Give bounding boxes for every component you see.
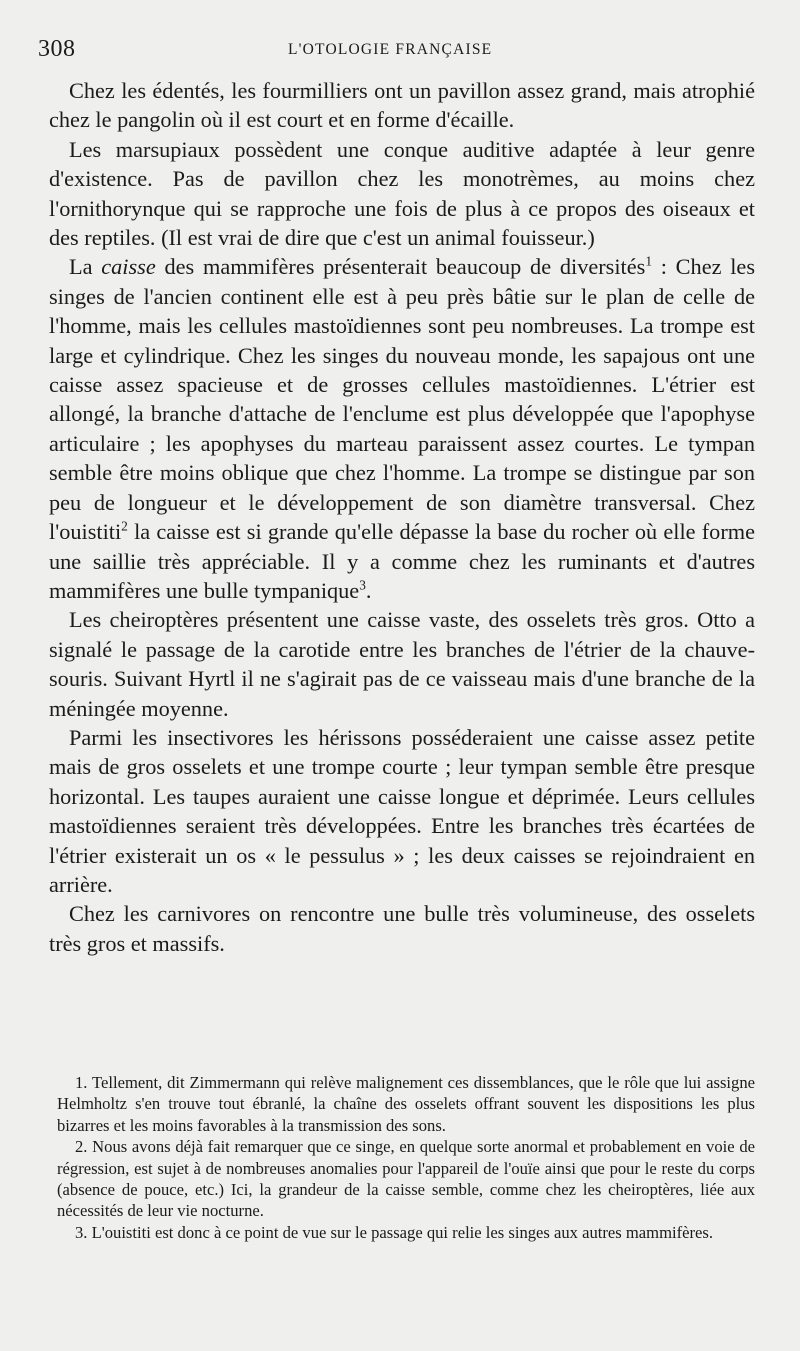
footnote-ref-2: 2 [121,518,128,534]
main-text [49,76,755,958]
footnotes [57,1072,755,1243]
paragraph-text: la caisse est si grande qu'elle dépasse la base du rocher où elle forme une saillie très appréciable. Il y a comme chez les ruminants et d'autres mammifères une bulle tympanique [49,519,755,603]
paragraph-cheiropteres: Les cheiroptères présentent une caisse vaste, des osselets très gros. Otto a signalé le passage de la carotide entre les branches de l'étrier de la chauve-souris. Suivant Hyrtl il ne s'agirait pas de ce vaisseau mais d'une branche de la méningée moyenne. [49,607,755,721]
paragraph-caisse [49,252,755,605]
footnote-2: 2. Nous avons déjà fait remarquer que ce singe, en quelque sorte anormal et probablement en voie de régression, est sujet à de nombreuses anomalies pour l'appareil de l'ouïe ainsi que pour le reste du corps (absence de pouce, etc.) Ici, la grandeur de la caisse semble, comme chez les cheiroptères, liée aux nécessités de leur vie nocturne. [57,1137,755,1221]
paragraph-marsupiaux: Les marsupiaux possèdent une conque auditive adaptée à leur genre d'existence. Pas de pavillon chez les monotrèmes, au moins chez l'ornithorynque qui se rapproche une fois de plus à ce propos des oiseaux et des reptiles. (Il est vrai de dire que c'est un animal fouisseur.) [49,136,755,251]
footnote-ref-1: 1 [645,254,652,270]
paragraph-lead: La [69,254,102,280]
paragraph-text: . [365,577,372,603]
paragraph-text: des mammifères présenterait beaucoup de diversités [155,254,646,280]
paragraph-text: : Chez les singes de l'ancien continent elle est à peu près bâtie sur le plan de celle de l'homme, mais les cellules mastoïdiennes sont peu nombreuses. La trompe est large et cylindrique. Chez les singes du nouveau monde, les sapajous ont une caisse assez spacieuse et de grosses cellules mastoïdiennes. L'étrier est allongé, la branche d'attache de l'enclume est plus développée que l'apophyse articulaire ; les apophyses du marteau paraissent assez courtes. Le tympan semble être moins oblique que chez l'homme. La trompe se distingue par son peu de longueur et le développement de son diamètre transversal. Chez l'ouistiti [49,254,756,545]
footnote-1: 1. Tellement, dit Zimmermann qui relève malignement ces dissemblances, que le rôle que lui assigne Helmholtz s'en trouve tout ébranlé, la chaîne des osselets offrant souvent les dispositions les plus bizarres et les moins favorables à la transmission des sons. [57,1073,755,1135]
footnote-ref-3: 3 [359,577,366,593]
paragraph-carnivores: Chez les carnivores on rencontre une bulle très volumineuse, des osselets très gros et massifs. [49,901,755,956]
paragraph-insectivores: Parmi les insectivores les hérissons posséderaient une caisse assez petite mais de gros osselets et une trompe courte ; leur tympan semble être presque horizontal. Les taupes auraient une caisse longue et déprimée. Leurs cellules mastoïdiennes seraient très développées. Entre les branches très écartées de l'étrier existerait un os « le pessulus » ; les deux caisses se rejoindraient en arrière. [49,724,755,897]
italic-term-caisse: caisse [101,254,156,280]
page-number: 308 [38,36,76,62]
running-title: L'OTOLOGIE FRANÇAISE [288,41,493,58]
paragraph-edentes: Chez les édentés, les fourmilliers ont un pavillon assez grand, mais atrophié chez le pangolin où il est court et en forme d'écaille. [49,78,755,133]
footnote-3: 3. L'ouistiti est donc à ce point de vue sur le passage qui relie les singes aux autres mammifères. [75,1222,713,1242]
page-header [38,36,752,66]
